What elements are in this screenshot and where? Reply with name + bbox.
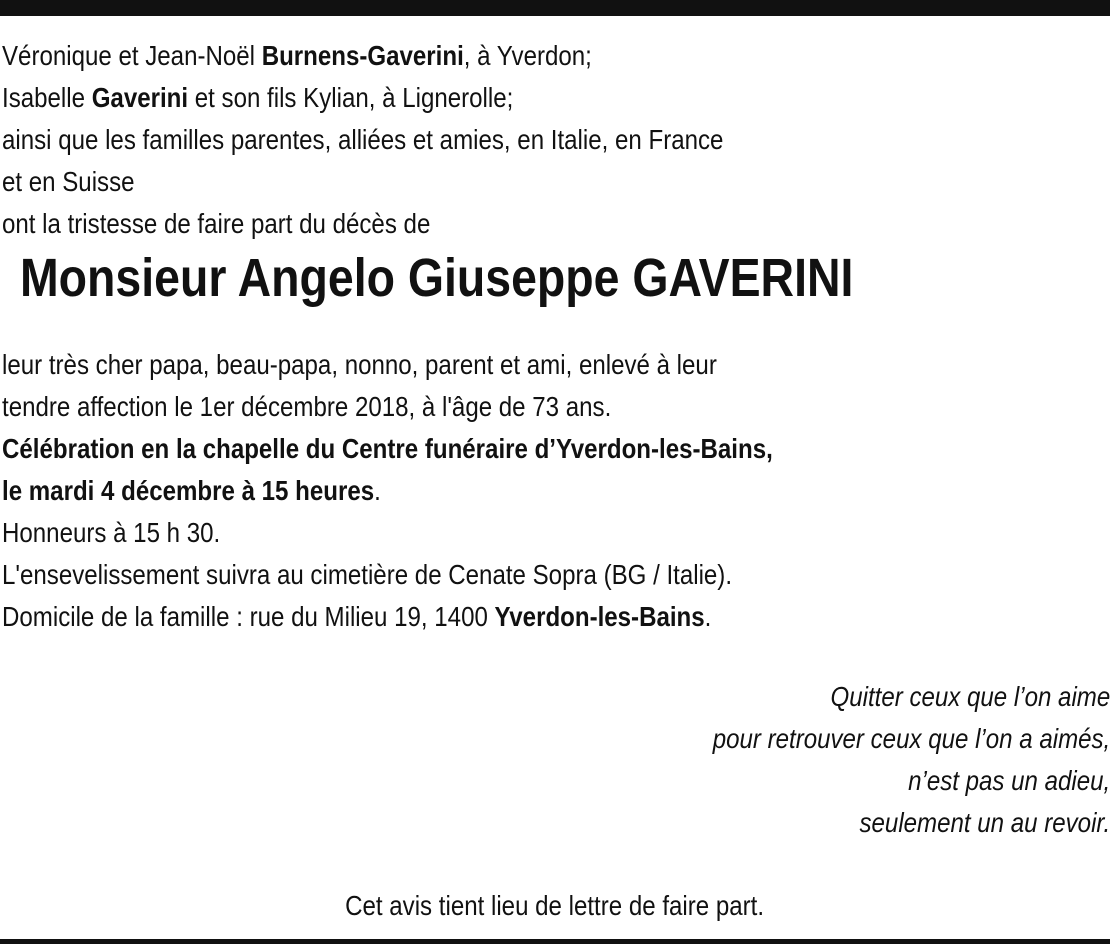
intro-line-2: Isabelle Gaverini et son fils Kylian, à Lignerolle; — [2, 82, 514, 113]
address-city: Yverdon-les-Bains — [494, 601, 705, 632]
family-announcement — [2, 35, 1110, 245]
poem-line: n’est pas un adieu, — [907, 765, 1110, 796]
poem-quote — [712, 676, 1110, 844]
intro-line-1: Véronique et Jean-Noël Burnens-Gaverini, à Yverdon; — [2, 40, 592, 71]
burial-info: L'ensevelissement suivra au cimetière de Cenate Sopra (BG / Italie). — [2, 559, 733, 590]
announcement-body — [2, 344, 1110, 638]
intro-line-3: ainsi que les familles parentes, alliées et amies, en Italie, en France — [2, 124, 724, 155]
family-name-bold: Gaverini — [91, 82, 189, 113]
family-name-bold: Burnens-Gaverini — [261, 40, 464, 71]
ceremony-location: Célébration en la chapelle du Centre funéraire d’Yverdon-les-Bains, — [2, 433, 773, 464]
deceased-name: Monsieur Angelo Giuseppe GAVERINI — [20, 248, 854, 308]
body-line-1: leur très cher papa, beau-papa, nonno, parent et ami, enlevé à leur — [2, 349, 717, 380]
poem-line: Quitter ceux que l’on aime — [830, 681, 1110, 712]
ceremony-date-line: le mardi 4 décembre à 15 heures. — [2, 475, 381, 506]
top-rule — [0, 0, 1110, 16]
family-address: Domicile de la famille : rue du Milieu 19, 1400 Yverdon-les-Bains. — [2, 601, 712, 632]
footer-note: Cet avis tient lieu de lettre de faire part. — [345, 890, 765, 921]
poem-line: pour retrouver ceux que l’on a aimés, — [712, 723, 1110, 754]
poem-line: seulement un au revoir. — [859, 807, 1110, 838]
body-line-2: tendre affection le 1er décembre 2018, à l'âge de 73 ans. — [2, 391, 612, 422]
intro-line-4: et en Suisse — [2, 166, 135, 197]
honours-time: Honneurs à 15 h 30. — [2, 517, 221, 548]
ceremony-date: le mardi 4 décembre à 15 heures — [2, 475, 375, 506]
bottom-rule — [0, 939, 1110, 944]
intro-line-5: ont la tristesse de faire part du décès de — [2, 208, 431, 239]
